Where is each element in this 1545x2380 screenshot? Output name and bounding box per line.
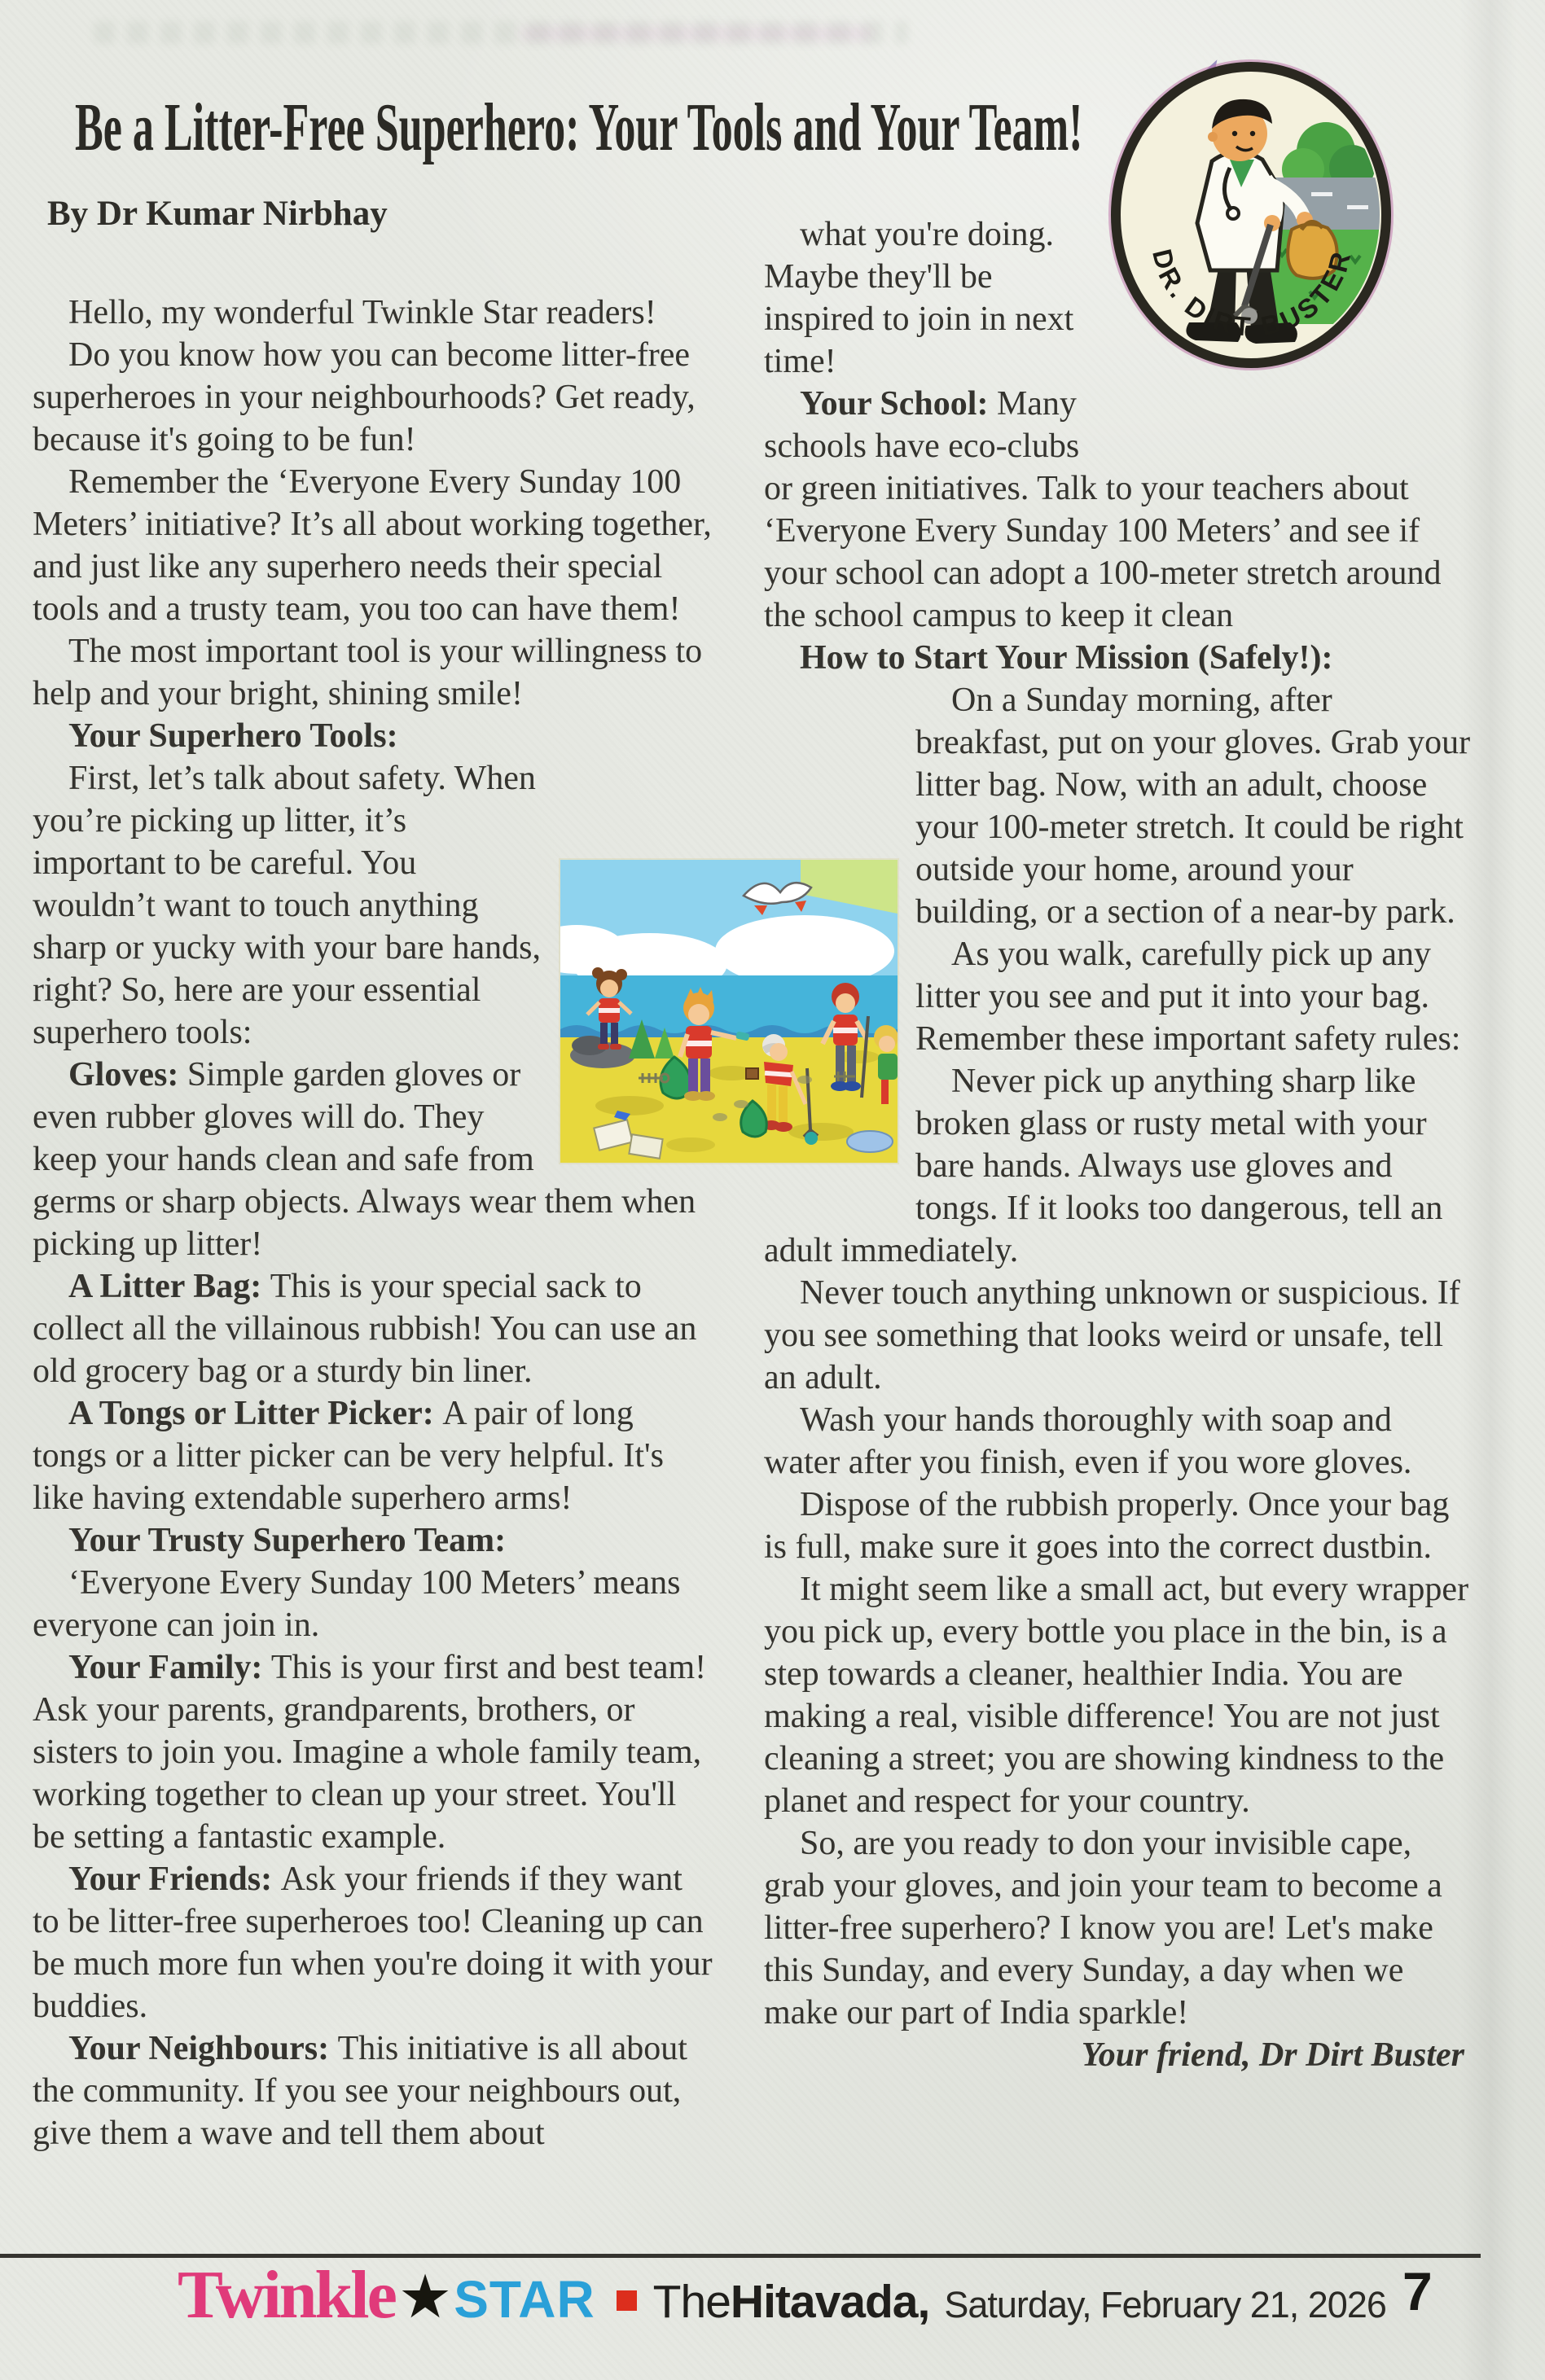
masthead-the: The [652, 2276, 731, 2328]
article-paragraph: The most important tool is your willingness to help and your bright, shining smile! [33, 633, 703, 712]
page-title: Be a Litter-Free Superhero: Your Tools and Your Team! [75, 90, 1083, 165]
badge-label: DR. DIRT BUSTER [1147, 246, 1357, 342]
article-subhead: Your Superhero Tools: [68, 717, 398, 755]
article-column-right [764, 213, 1471, 2154]
article-paragraph: Your Family: This is your first and best team! Ask your parents, grandparents, brothers, or sisters to join you. Imagine a whole family team, working together to clean up your street. You'll be setting a fantastic example. [33, 1649, 707, 1856]
article-paragraph: Hello, my wonderful Twinkle Star readers! [68, 294, 656, 331]
twinkle-logo: Twinkle [178, 2257, 395, 2333]
article-paragraph: It might seem like a small act, but every wrapper you pick up, every bottle you place in the bin, is a step towards a cleaner, healthier India. You are making a real, visible difference! You are not just cleaning a street; you are showing kindness to the planet and respect for your country. [764, 1571, 1469, 1820]
pink-print-smudge [521, 28, 871, 39]
article-paragraph: As you walk, carefully pick up any litter you see and put it into your bag. Remember these important safety rules: [915, 936, 1461, 1058]
star-icon: ★ [397, 2264, 453, 2331]
article-signature: Your friend, Dr Dirt Buster [1081, 2036, 1464, 2074]
children-cleaning-beach-drawing [560, 860, 898, 1163]
red-square-icon [617, 2290, 637, 2311]
article-subhead: Your Trusty Superhero Team: [68, 1522, 507, 1559]
article-paragraph: Dispose of the rubbish properly. Once your bag is full, make sure it goes into the correct dustbin. [764, 1486, 1450, 1566]
article-paragraph: Wash your hands thoroughly with soap and water after you finish, even if you wore gloves. [764, 1401, 1412, 1481]
article-paragraph: ‘Everyone Every Sunday 100 Meters’ means everyone can join in. [33, 1564, 681, 1644]
hitavada-masthead [653, 2275, 930, 2329]
masthead-hitavada: Hitavada, [730, 2276, 930, 2328]
star-logo: STAR [454, 2270, 595, 2329]
article-paragraph: A Tongs or Litter Picker: A pair of long tongs or a litter picker can be very helpful. It's like having extendable superhero arms! [33, 1395, 664, 1517]
page-number: 7 [1402, 2261, 1433, 2321]
issue-date: Saturday, February 21, 2026 [944, 2284, 1386, 2325]
article-paragraph: Never touch anything unknown or suspicious. If you see something that looks weird or unsafe, tell an adult. [764, 1274, 1460, 1396]
article-paragraph: what you're doing. Maybe they'll be inspired to join in next time! [764, 216, 1074, 380]
footer-masthead [178, 2255, 1386, 2334]
article-paragraph: Your Neighbours: This initiative is all about the community. If you see your neighbours out, give them a wave and tell them about [33, 2030, 687, 2152]
article-paragraph: Do you know how you can become litter-free superheroes in your neighbourhoods? Get ready, because it's going to be fun! [33, 336, 696, 458]
article-column-left [33, 213, 715, 2154]
article-paragraph: Your Friends: Ask your friends if they want to be litter-free superheroes too! Cleaning up can be much more fun when you're doing it with your buddies. [33, 1861, 713, 2025]
beach-cleanup-illustration [560, 860, 898, 1163]
article-paragraph: Never pick up anything sharp like broken glass or rusty metal with your bare hands. Always use gloves and tongs. If it looks too dangerous, tell an adult immediately. [764, 1063, 1443, 1269]
article-body [33, 213, 1471, 2154]
article-paragraph: Your School: Many schools have eco-clubs or green initiatives. Talk to your teachers about ‘Everyone Every Sunday 100 Meters’ and see if your school can adopt a 100-meter stretch around the school campus to keep it clean [764, 385, 1442, 634]
article-paragraph: First, let’s talk about safety. When you’re picking up litter, it’s important to be careful. You wouldn’t want to touch anything sharp or yucky with your bare hands, right? So, here are your essential superhero tools: [33, 760, 542, 1051]
article-paragraph: On a Sunday morning, after breakfast, put on your gloves. Grab your litter bag. Now, with an adult, choose your 100-meter stretch. It could be right outside your home, around your building, or a section of a near-by park. [915, 682, 1471, 931]
article-paragraph: Remember the ‘Everyone Every Sunday 100 Meters’ initiative? It’s all about working together, and just like any superhero needs their special tools and a trusty team, you too can have them! [33, 463, 712, 628]
article-subhead: How to Start Your Mission (Safely!): [800, 639, 1333, 677]
article-paragraph: Gloves: Simple garden gloves or even rubber gloves will do. They keep your hands clean and safe from germs or sharp objects. Always wear them when picking up litter! [33, 1056, 696, 1263]
byline: By Dr Kumar Nirbhay [47, 195, 388, 233]
article-paragraph: So, are you ready to don your invisible cape, grab your gloves, and join your team to become a litter-free superhero? I know you are! Let's make this Sunday, and every Sunday, a day when we make our part of India sparkle! [764, 1825, 1442, 2032]
article-paragraph: A Litter Bag: This is your special sack to collect all the villainous rubbish! You can use an old grocery bag or a sturdy bin liner. [33, 1268, 697, 1390]
